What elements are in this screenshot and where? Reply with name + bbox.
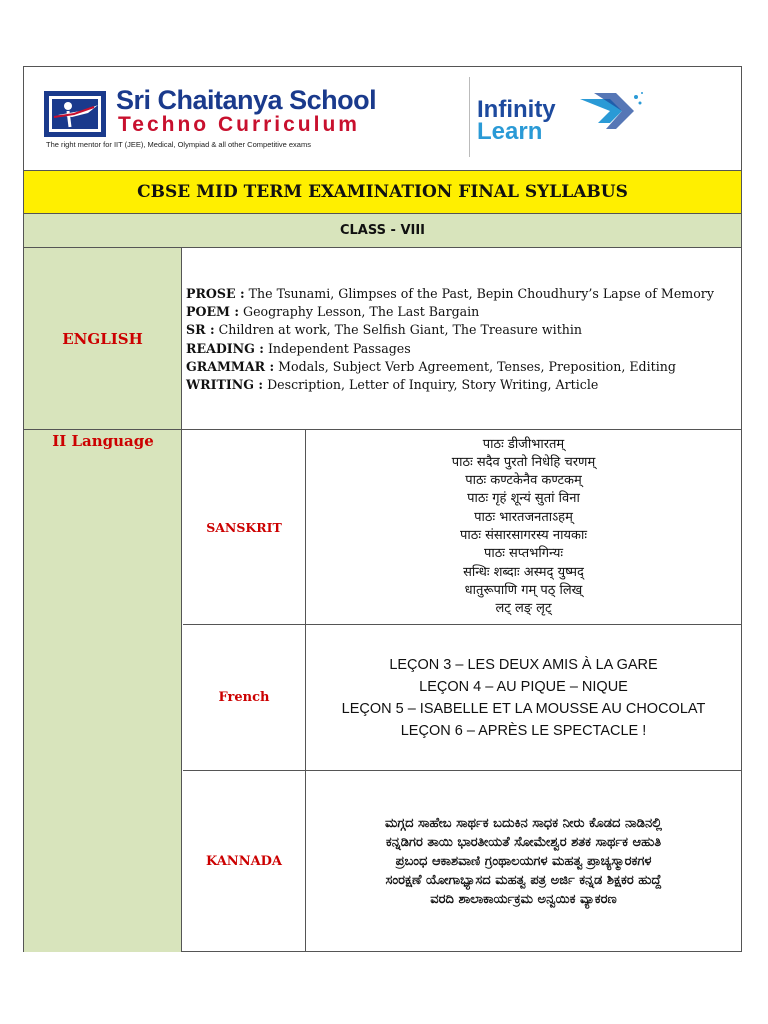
english-row-sr: SR : Children at work, The Selfish Giant, The Treasure within — [186, 322, 582, 338]
school-tagline: The right mentor for IIT (JEE), Medical, Olympiad & all other Competitive exams — [46, 140, 311, 149]
class-label: CLASS - VIII — [24, 214, 741, 248]
partner-logo-line2: Learn — [477, 118, 543, 145]
curriculum-label: Techno Curriculum — [118, 113, 360, 136]
english-subject-label: ENGLISH — [24, 248, 182, 430]
french-label: French — [183, 625, 306, 771]
french-line: LEÇON 6 – APRÈS LE SPECTACLE ! — [400, 722, 647, 739]
kannada-line: ಕನ್ನಡಿಗರ ತಾಯಿ ಭಾರತೀಯತೆ ಸೋಮೇಶ್ವರ ಶತಕ ಸಾರ್ಥಕ ಆಹುತಿ — [385, 835, 662, 850]
english-row-writing: WRITING : Description, Letter of Inquiry, Story Writing, Article — [186, 377, 599, 393]
kannada-syllabus — [306, 771, 741, 952]
sanskrit-line: पाठः कण्टकेनैव कण्टकम् — [465, 473, 582, 489]
page-title: CBSE MID TERM EXAMINATION FINAL SYLLABUS — [24, 170, 741, 214]
sanskrit-label: SANSKRIT — [183, 430, 306, 625]
partner-logo — [477, 96, 556, 145]
school-name-part2: School — [289, 85, 377, 115]
kannada-line: ಸಂರಕ್ಷಣೆ ಯೋಗಾಭ್ಯಾಸದ ಮಹತ್ವ ಪತ್ರ ಅರ್ಜಿ ಕನ್ನಡ ಶಿಕ್ಷಕರ ಹುದ್ದೆ — [385, 873, 662, 888]
kannada-line: ವರದಿ ಶಾಲಾಕಾರ್ಯಕ್ರಮ ಅನ್ವಯಿಕ ವ್ಯಾಕರಣ — [430, 892, 617, 907]
infinity-arrow-icon — [576, 89, 646, 129]
english-row-prose: PROSE : The Tsunami, Glimpses of the Past, Bepin Choudhury’s Lapse of Memory — [186, 286, 714, 301]
french-line: LEÇON 5 – ISABELLE ET LA MOUSSE AU CHOCOLAT — [341, 700, 706, 717]
header-banner — [24, 67, 741, 170]
partner-logo-line1: Infinity — [477, 96, 556, 123]
sanskrit-line: पाठः सदैव पुरतो निधेहि चरणम् — [451, 454, 596, 470]
sanskrit-line: पाठः भारतजनताऽहम् — [474, 509, 573, 525]
sanskrit-line: पाठः सप्तभगिन्यः — [483, 546, 564, 562]
sanskrit-line: धातुरूपाणि गम् पठ् लिख् — [464, 582, 583, 598]
french-line: LEÇON 3 – LES DEUX AMIS À LA GARE — [389, 656, 658, 673]
english-row-grammar: GRAMMAR : Modals, Subject Verb Agreement, Tenses, Preposition, Editing — [186, 358, 676, 374]
sanskrit-line: पाठः संसारसागरस्य नायकाः — [460, 528, 587, 543]
sanskrit-syllabus — [306, 430, 741, 625]
french-syllabus — [306, 625, 741, 771]
school-name-part1: Sri Chaitanya — [116, 85, 283, 115]
kannada-line: ಮಗ್ಗದ ಸಾಹೇಬ ಸಾರ್ಥಕ ಬದುಕಿನ ಸಾಧಕ ನೀರು ಕೊಡದ ನಾಡಿನಲ್ಲಿ — [384, 816, 663, 831]
english-syllabus — [182, 248, 741, 430]
sanskrit-line: सन्धिः शब्दाः अस्मद् युष्मद् — [463, 564, 584, 580]
sanskrit-line: पाठः डीजीभारतम् — [482, 436, 565, 452]
english-row-reading: READING : Independent Passages — [186, 340, 411, 356]
school-logo-icon — [44, 91, 106, 137]
second-language-title: II Language — [52, 432, 154, 450]
sanskrit-line: लट् लङ् लृट् — [495, 601, 552, 617]
french-line: LEÇON 4 – AU PIQUE – NIQUE — [419, 678, 628, 695]
kannada-label: KANNADA — [183, 771, 306, 952]
school-name — [116, 85, 376, 116]
kannada-line: ಪ್ರಬಂಧ ಆಕಾಶವಾಣಿ ಗ್ರಂಥಾಲಯಗಳ ಮಹತ್ವ ಪ್ರಾಚ್ಯಸ್ಮಾರಕಗಳ — [395, 854, 652, 869]
second-language-cell — [24, 430, 182, 952]
logo-divider — [469, 77, 470, 157]
sanskrit-line: पाठः गृहं शून्यं सुतां विना — [467, 491, 580, 507]
english-row-poem: POEM : Geography Lesson, The Last Bargain — [186, 304, 480, 320]
